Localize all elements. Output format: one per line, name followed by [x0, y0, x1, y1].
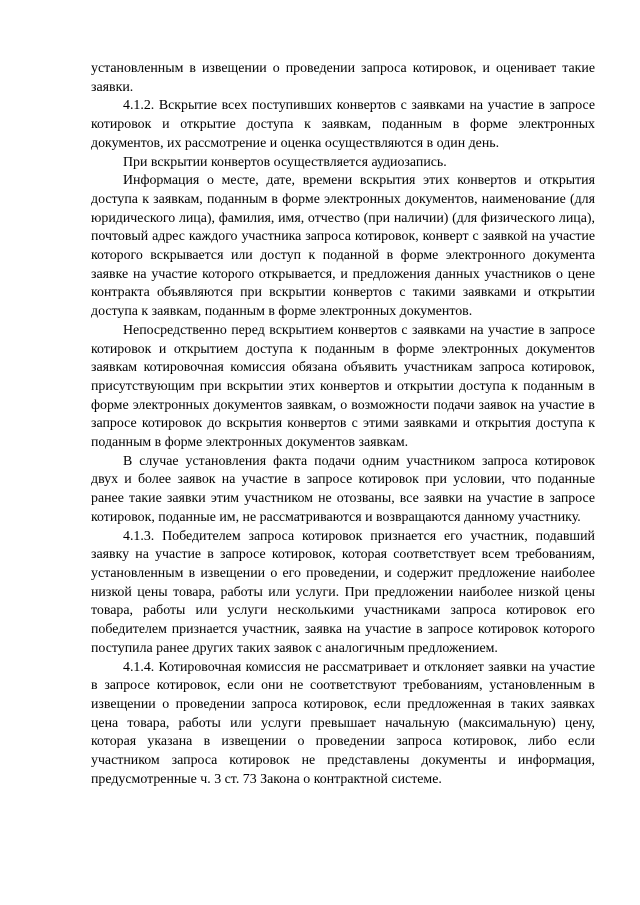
paragraph-4-1-3: 4.1.3. Победителем запроса котировок признается его участник, подавший заявку на участие в запросе котировок, которая соответствует всем требованиям, установленным в извещении о его проведении, и содержит предложение наиболее низкой цены товара, работы или услуги. При предложении наиболее низкой цены товара, работы или услуги несколькими участниками запроса котировок его победителем признается участник, заявка на участие в запросе котировок которого поступила ранее других таких заявок с аналогичным предложением. — [91, 528, 595, 656]
paragraph-commission-announcement: Непосредственно перед вскрытием конвертов с заявками на участие в запросе котировок и открытием доступа к поданным в форме электронных документов заявкам котировочная комиссия обязана объявить участникам запроса котировок, присутствующим при вскрытии этих конвертов и открытии доступа к поданным в форме электронных документов заявкам, о возможности подачи заявок на участие в запросе котировок до вскрытия конвертов с этими заявками и открытия доступа к поданным в форме электронных документов заявкам. — [91, 322, 595, 451]
paragraph-4-1-2: 4.1.2. Вскрытие всех поступивших конвертов с заявками на участие в запросе котировок и открытие доступа к заявкам, поданным в форме электронных документов, их рассмотрение и оценка осуществляются в один день. — [91, 98, 595, 151]
paragraph-opening-information: Информация о месте, дате, времени вскрытия этих конвертов и открытия доступа к заявкам, поданным в форме электронных документов, наименование (для юридического лица), фамилия, имя, отчество (при наличии) (для физического лица), почтовый адрес каждого участника запроса котировок, конверт с заявкой на участие которого вскрывается или доступ к поданной в форме электронного документа заявке на участие которого открывается, и предложения данных участников о цене контракта объявляются при вскрытии конвертов с такими заявками и открытии доступа к заявкам, поданным в форме электронных документов. — [91, 173, 595, 320]
paragraph-audio-recording: При вскрытии конвертов осуществляется аудиозапись. — [123, 154, 447, 170]
paragraph-multiple-bids: В случае установления факта подачи одним участником запроса котировок двух и более заявок на участие в запросе котировок при условии, что поданные ранее такие заявки этим участником не отозваны, все заявки на участие в запросе котировок, поданные им, не рассматриваются и возвращаются данному участнику. — [91, 453, 595, 525]
document-body — [91, 60, 595, 789]
paragraph-4-1-4: 4.1.4. Котировочная комиссия не рассматривает и отклоняет заявки на участие в запросе котировок, если они не соответствуют требованиям, установленным в извещении о проведении запроса котировок, если предложенная в таких заявках цена товара, работы или услуги превышает начальную (максимальную) цену, которая указана в извещении о проведении запроса котировок, либо если участником запроса котировок не представлены документы и информация, предусмотренные ч. 3 ст. 73 Закона о контрактной системе. — [91, 659, 595, 787]
paragraph-continuation: установленным в извещении о проведении запроса котировок, и оценивает такие заявки. — [91, 61, 595, 95]
